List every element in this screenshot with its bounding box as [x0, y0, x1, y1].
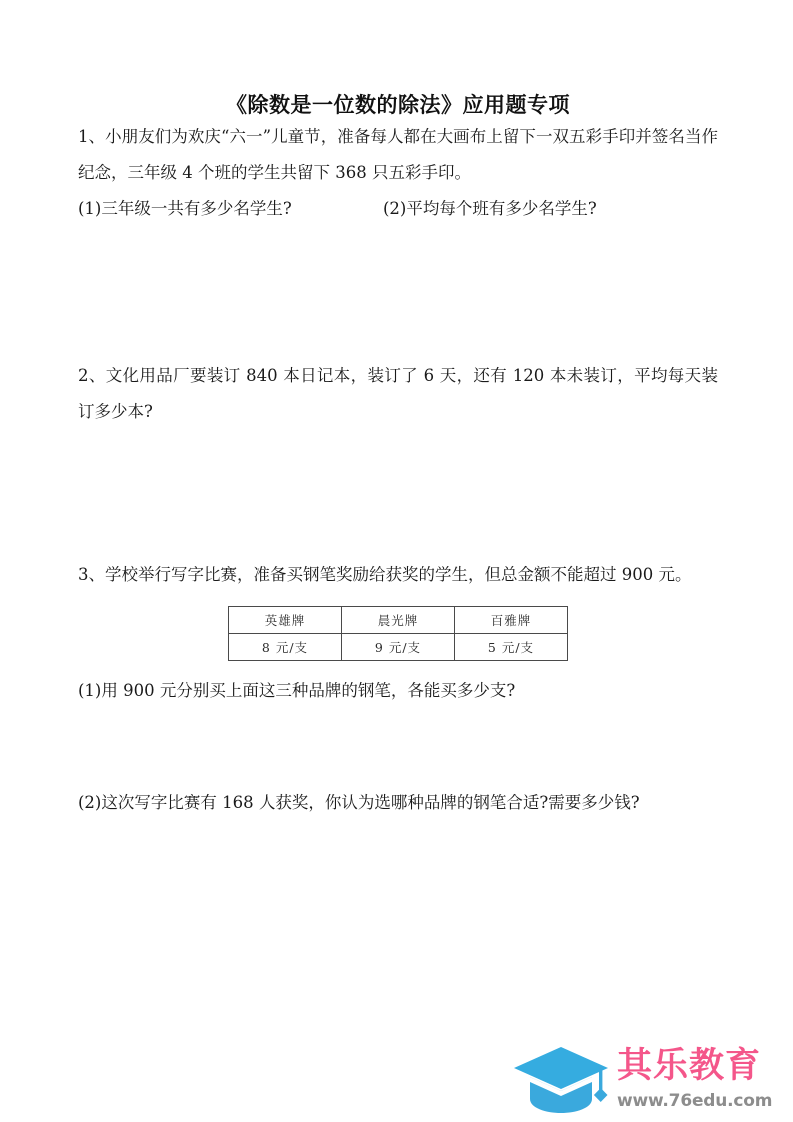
- logo-website-url: www.76edu.com: [617, 1091, 773, 1111]
- table-row: [229, 634, 568, 661]
- brand-cell-3: 百雅牌: [455, 607, 568, 634]
- question-block-1: [78, 119, 718, 358]
- question-block-3: [78, 557, 718, 821]
- price-table-wrapper: [78, 606, 718, 661]
- site-logo: [513, 1040, 778, 1118]
- page-title: 《除数是一位数的除法》应用题专项: [226, 93, 570, 117]
- table-top-gap: [78, 593, 718, 606]
- price-cell-1: 8 元/支: [229, 634, 342, 661]
- table-bottom-gap: [78, 661, 718, 673]
- price-cell-2: 9 元/支: [342, 634, 455, 661]
- price-cell-3: 5 元/支: [455, 634, 568, 661]
- logo-text: [617, 1040, 782, 1118]
- answer-space-3a: [78, 709, 718, 785]
- question-1-body: 1、小朋友们为欢庆“六一”儿童节，准备每人都在大画布上留下一双五彩手印并签名当作纪念，三年级 4 个班的学生共留下 368 只五彩手印。: [78, 127, 718, 182]
- question-3-sub-1: (1)用 900 元分别买上面这三种品牌的钢笔，各能买多少支?: [78, 681, 516, 700]
- pen-price-table: [228, 606, 568, 661]
- question-1-subquestions: [78, 191, 718, 227]
- answer-space-2: [78, 430, 718, 557]
- logo-brand-name: 其乐教育: [617, 1046, 762, 1086]
- question-2-body: 2、文化用品厂要装订 840 本日记本，装订了 6 天，还有 120 本未装订，平均每天装订多少本?: [78, 366, 718, 421]
- table-row: [229, 607, 568, 634]
- question-3-sub-2: (2)这次写字比赛有 168 人获奖，你认为选哪种品牌的钢笔合适?需要多少钱?: [78, 793, 640, 812]
- document-content: [78, 0, 718, 821]
- answer-space-1: [78, 227, 718, 358]
- graduation-cap-icon: [513, 1044, 609, 1114]
- brand-cell-2: 晨光牌: [342, 607, 455, 634]
- brand-cell-1: 英雄牌: [229, 607, 342, 634]
- question-block-2: [78, 358, 718, 557]
- question-1-sub-2: (2)平均每个班有多少名学生?: [383, 199, 597, 218]
- question-3-body: 3、学校举行写字比赛，准备买钢笔奖励给获奖的学生，但总金额不能超过 900 元。: [78, 565, 692, 584]
- question-1-sub-1: (1)三年级一共有多少名学生?: [78, 199, 292, 218]
